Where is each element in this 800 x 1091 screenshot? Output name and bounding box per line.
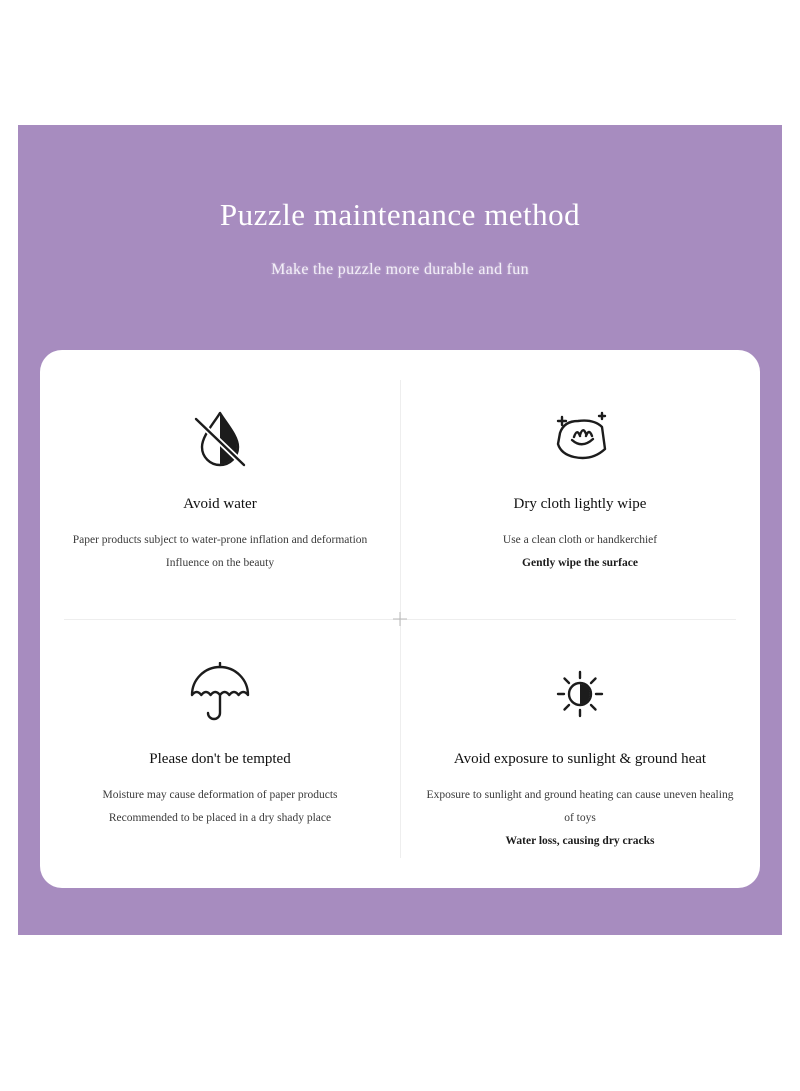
page-subtitle: Make the puzzle more durable and fun	[271, 261, 529, 278]
quadrant-grid	[40, 350, 760, 888]
quadrant-text-line: Paper products subject to water-prone inflation and deformation	[72, 534, 368, 546]
wiping-cloth-icon	[548, 396, 612, 482]
quadrant-text-line: Use a clean cloth or handkerchief	[502, 534, 658, 546]
water-drop-icon	[188, 396, 252, 482]
quadrant-title: Avoid exposure to sunlight & ground heat	[453, 751, 707, 767]
quadrant-text-line: Recommended to be placed in a dry shady place	[108, 812, 332, 824]
quadrant-title: Avoid water	[183, 496, 257, 512]
purple-panel	[18, 125, 782, 935]
center-cross-mark	[393, 619, 407, 620]
quadrant-keep-dry	[40, 619, 400, 888]
quadrant-avoid-water	[40, 350, 400, 619]
sun-icon	[548, 651, 612, 737]
quadrant-title: Dry cloth lightly wipe	[513, 496, 647, 512]
page-title: Puzzle maintenance method	[219, 197, 581, 232]
quadrant-text-line: Gently wipe the surface	[522, 557, 638, 569]
quadrant-text-line: Exposure to sunlight and ground heating can cause uneven healing of toys	[426, 789, 734, 824]
quadrant-text-line: Moisture may cause deformation of paper products	[102, 789, 338, 801]
quadrant-text-line: Water loss, causing dry cracks	[505, 835, 655, 847]
quadrant-text-line: Influence on the beauty	[165, 557, 275, 569]
quadrant-avoid-sunlight	[400, 619, 760, 888]
quadrant-dry-cloth-wipe	[400, 350, 760, 619]
maintenance-card	[40, 350, 760, 888]
quadrant-title: Please don't be tempted	[149, 751, 291, 767]
umbrella-icon	[188, 651, 252, 737]
